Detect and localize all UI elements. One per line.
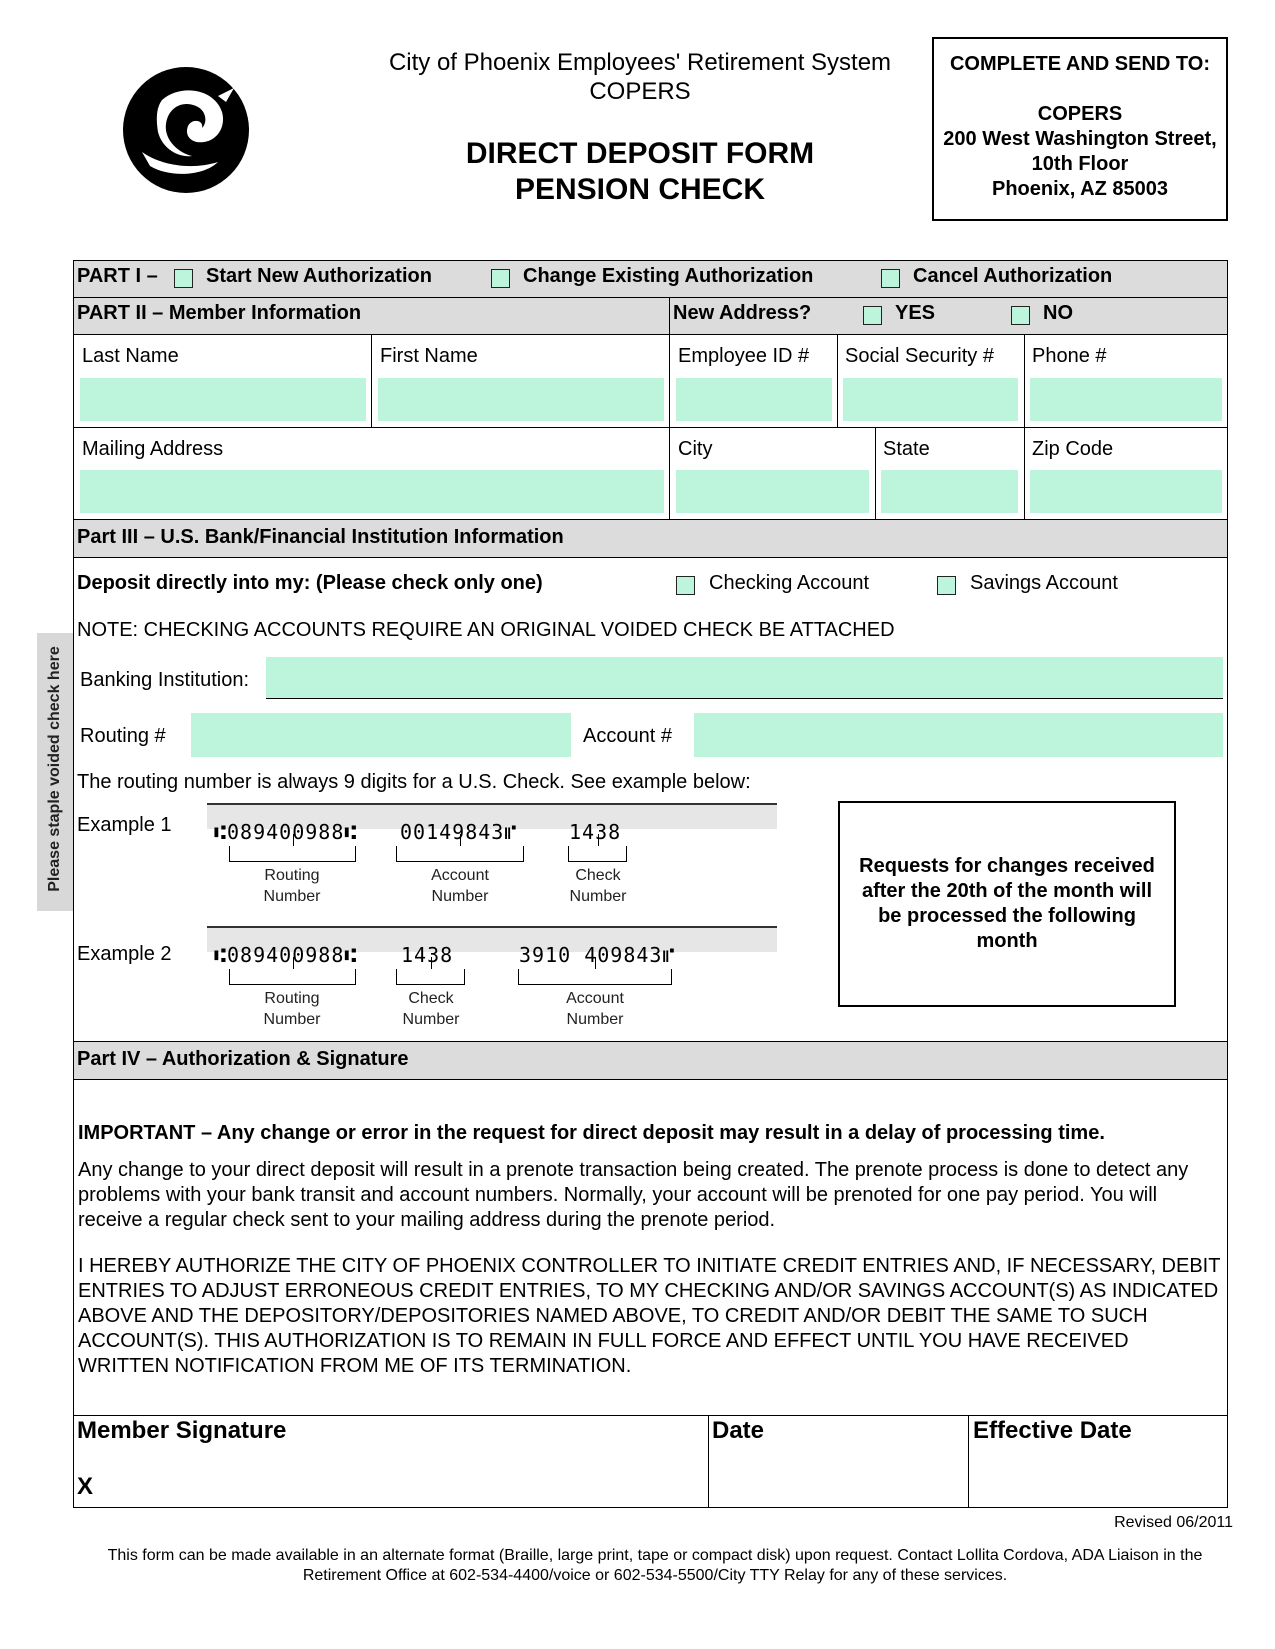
bracket xyxy=(518,969,672,985)
last-name-label: Last Name xyxy=(82,345,179,367)
checking-account-label: Checking Account xyxy=(709,572,870,594)
phone-field[interactable] xyxy=(1030,378,1222,421)
rule xyxy=(837,334,838,427)
bracket xyxy=(568,846,627,862)
city-label: City xyxy=(678,438,713,460)
bracket xyxy=(229,969,356,985)
account-number-field[interactable] xyxy=(694,713,1223,757)
example2-label: Example 2 xyxy=(77,943,172,965)
rule xyxy=(73,334,1228,335)
staple-check-tab: Please staple voided check here xyxy=(37,633,73,911)
example2-account: 3910 409843⑈ xyxy=(519,943,676,967)
rule xyxy=(73,519,1228,520)
important-notice: IMPORTANT – Any change or error in the request for direct deposit may result in a delay of processing time. xyxy=(78,1122,1105,1144)
rule xyxy=(73,1415,1228,1416)
part2-label: PART II – Member Information xyxy=(77,302,362,324)
routing-label: Routing # xyxy=(80,725,166,747)
savings-account-checkbox[interactable] xyxy=(937,576,956,595)
rule xyxy=(669,297,670,519)
voided-check-note: NOTE: CHECKING ACCOUNTS REQUIRE AN ORIGINAL VOIDED CHECK BE ATTACHED xyxy=(77,619,895,641)
new-address-yes-checkbox[interactable] xyxy=(863,306,882,325)
form-title: DIRECT DEPOSIT FORM PENSION CHECK xyxy=(465,137,815,206)
routing-note: The routing number is always 9 digits for a U.S. Check. See example below: xyxy=(77,771,751,793)
rule xyxy=(1024,334,1025,519)
mailing-address-field[interactable] xyxy=(80,470,664,513)
example1-account-caption: Account Number xyxy=(431,867,489,905)
savings-account-label: Savings Account xyxy=(970,572,1118,594)
member-signature-field[interactable] xyxy=(84,1445,700,1503)
authorization-paragraph: I HEREBY AUTHORIZE THE CITY OF PHOENIX CONTROLLER TO INITIATE CREDIT ENTRIES AND, IF NECESSARY, DEBIT ENTRIES TO ADJUST ERRONEOUS CREDIT ENTRIES, TO MY CHECKING AND/OR SAVINGS ACCOUNT(S) AS INDICATED ABOVE AND THE DEPOSITORY/DEPOSITORIES NAMED ABOVE, TO CREDIT AND/OR DEBIT THE SAME TO SUCH ACCOUNT(S). THIS AUTHORIZATION IS TO REMAIN IN FULL FORCE AND EFFECT UNTIL YOU HAVE RECEIVED WRITTEN NOTIFICATION FROM ME OF ITS TERMINATION. xyxy=(78,1255,1221,1377)
checking-account-checkbox[interactable] xyxy=(676,576,695,595)
no-label: NO xyxy=(1043,302,1073,324)
date-label: Date xyxy=(712,1417,765,1444)
first-name-label: First Name xyxy=(380,345,478,367)
state-field[interactable] xyxy=(881,470,1018,513)
revised-date: Revised 06/2011 xyxy=(1114,1514,1233,1531)
change-existing-checkbox[interactable] xyxy=(491,269,510,288)
effective-date-field[interactable] xyxy=(973,1445,1223,1503)
member-signature-label: Member Signature xyxy=(77,1417,287,1444)
deposit-prompt: Deposit directly into my: (Please check only one) xyxy=(77,572,543,594)
routing-number-field[interactable] xyxy=(191,713,571,757)
example1-label: Example 1 xyxy=(77,814,172,836)
example1-account: 00149843⑈ xyxy=(400,820,518,844)
part4-label: Part IV – Authorization & Signature xyxy=(77,1048,409,1070)
start-new-label: Start New Authorization xyxy=(206,265,432,287)
rule xyxy=(73,1079,1228,1080)
example1-routing: ⑆089400988⑆ xyxy=(214,820,358,844)
example2-check: 1438 xyxy=(401,943,454,967)
rule xyxy=(73,427,1228,428)
employee-id-label: Employee ID # xyxy=(678,345,810,367)
zip-code-field[interactable] xyxy=(1030,470,1222,513)
new-address-label: New Address? xyxy=(673,302,812,324)
rule xyxy=(708,1415,709,1508)
account-label: Account # xyxy=(583,725,672,747)
rule xyxy=(73,297,1228,298)
last-name-field[interactable] xyxy=(80,378,366,421)
rule xyxy=(968,1415,969,1508)
city-field[interactable] xyxy=(676,470,869,513)
rule xyxy=(73,1041,1228,1042)
example1-routing-caption: Routing Number xyxy=(263,867,321,905)
date-field[interactable] xyxy=(712,1445,962,1503)
change-existing-label: Change Existing Authorization xyxy=(523,265,814,287)
yes-label: YES xyxy=(895,302,936,324)
example2-account-caption: Account Number xyxy=(566,990,624,1028)
phoenix-logo-icon xyxy=(122,66,250,194)
mailing-address-label: Mailing Address xyxy=(82,438,224,460)
banking-institution-field[interactable] xyxy=(266,657,1223,699)
bracket xyxy=(396,846,524,862)
prenote-paragraph: Any change to your direct deposit will result in a prenote transaction being created. The prenote process is done to detect any problems with your bank transit and account numbers. Normally, your account will be prenoted for one pay period. You will receive a regular check sent to your mailing address during the prenote period. xyxy=(78,1159,1189,1231)
first-name-field[interactable] xyxy=(378,378,664,421)
example2-routing: ⑆089400988⑆ xyxy=(214,943,358,967)
zip-code-label: Zip Code xyxy=(1032,438,1114,460)
cancel-label: Cancel Authorization xyxy=(913,265,1113,287)
new-address-no-checkbox[interactable] xyxy=(1011,306,1030,325)
effective-date-label: Effective Date xyxy=(973,1417,1132,1444)
employee-id-field[interactable] xyxy=(676,378,832,421)
ssn-field[interactable] xyxy=(843,378,1018,421)
bracket xyxy=(396,969,465,985)
banking-institution-label: Banking Institution: xyxy=(80,669,249,691)
state-label: State xyxy=(883,438,930,460)
cancel-checkbox[interactable] xyxy=(881,269,900,288)
rule xyxy=(875,427,876,519)
accessibility-footer: This form can be made available in an alternate format (Braille, large print, tape or compact disk) upon request. Contact Lollita Cordova, ADA Liaison in the Retirement Office at 602-534-4400/voice or 602-534-5500/City TTY Relay for any of these services. xyxy=(107,1547,1203,1584)
signature-x-mark: X xyxy=(77,1473,94,1500)
rule xyxy=(371,334,372,427)
bracket xyxy=(229,846,356,862)
phone-label: Phone # xyxy=(1032,345,1107,367)
part1-label: PART I – xyxy=(77,265,158,287)
rule xyxy=(73,557,1228,558)
example2-routing-caption: Routing Number xyxy=(263,990,321,1028)
processing-notice-box: Requests for changes received after the 20th of the month will be processed the following month xyxy=(838,801,1176,1007)
part3-label: Part III – U.S. Bank/Financial Institution Information xyxy=(77,526,564,548)
ssn-label: Social Security # xyxy=(845,345,994,367)
send-to-box: COMPLETE AND SEND TO: COPERS 200 West Washington Street, 10th Floor Phoenix, AZ 85003 xyxy=(932,37,1228,221)
example2-check-caption: Check Number xyxy=(402,990,460,1028)
example1-check: 1438 xyxy=(569,820,622,844)
start-new-checkbox[interactable] xyxy=(174,269,193,288)
example1-check-caption: Check Number xyxy=(569,867,627,905)
organization-name: City of Phoenix Employees' Retirement System COPERS xyxy=(388,49,892,105)
